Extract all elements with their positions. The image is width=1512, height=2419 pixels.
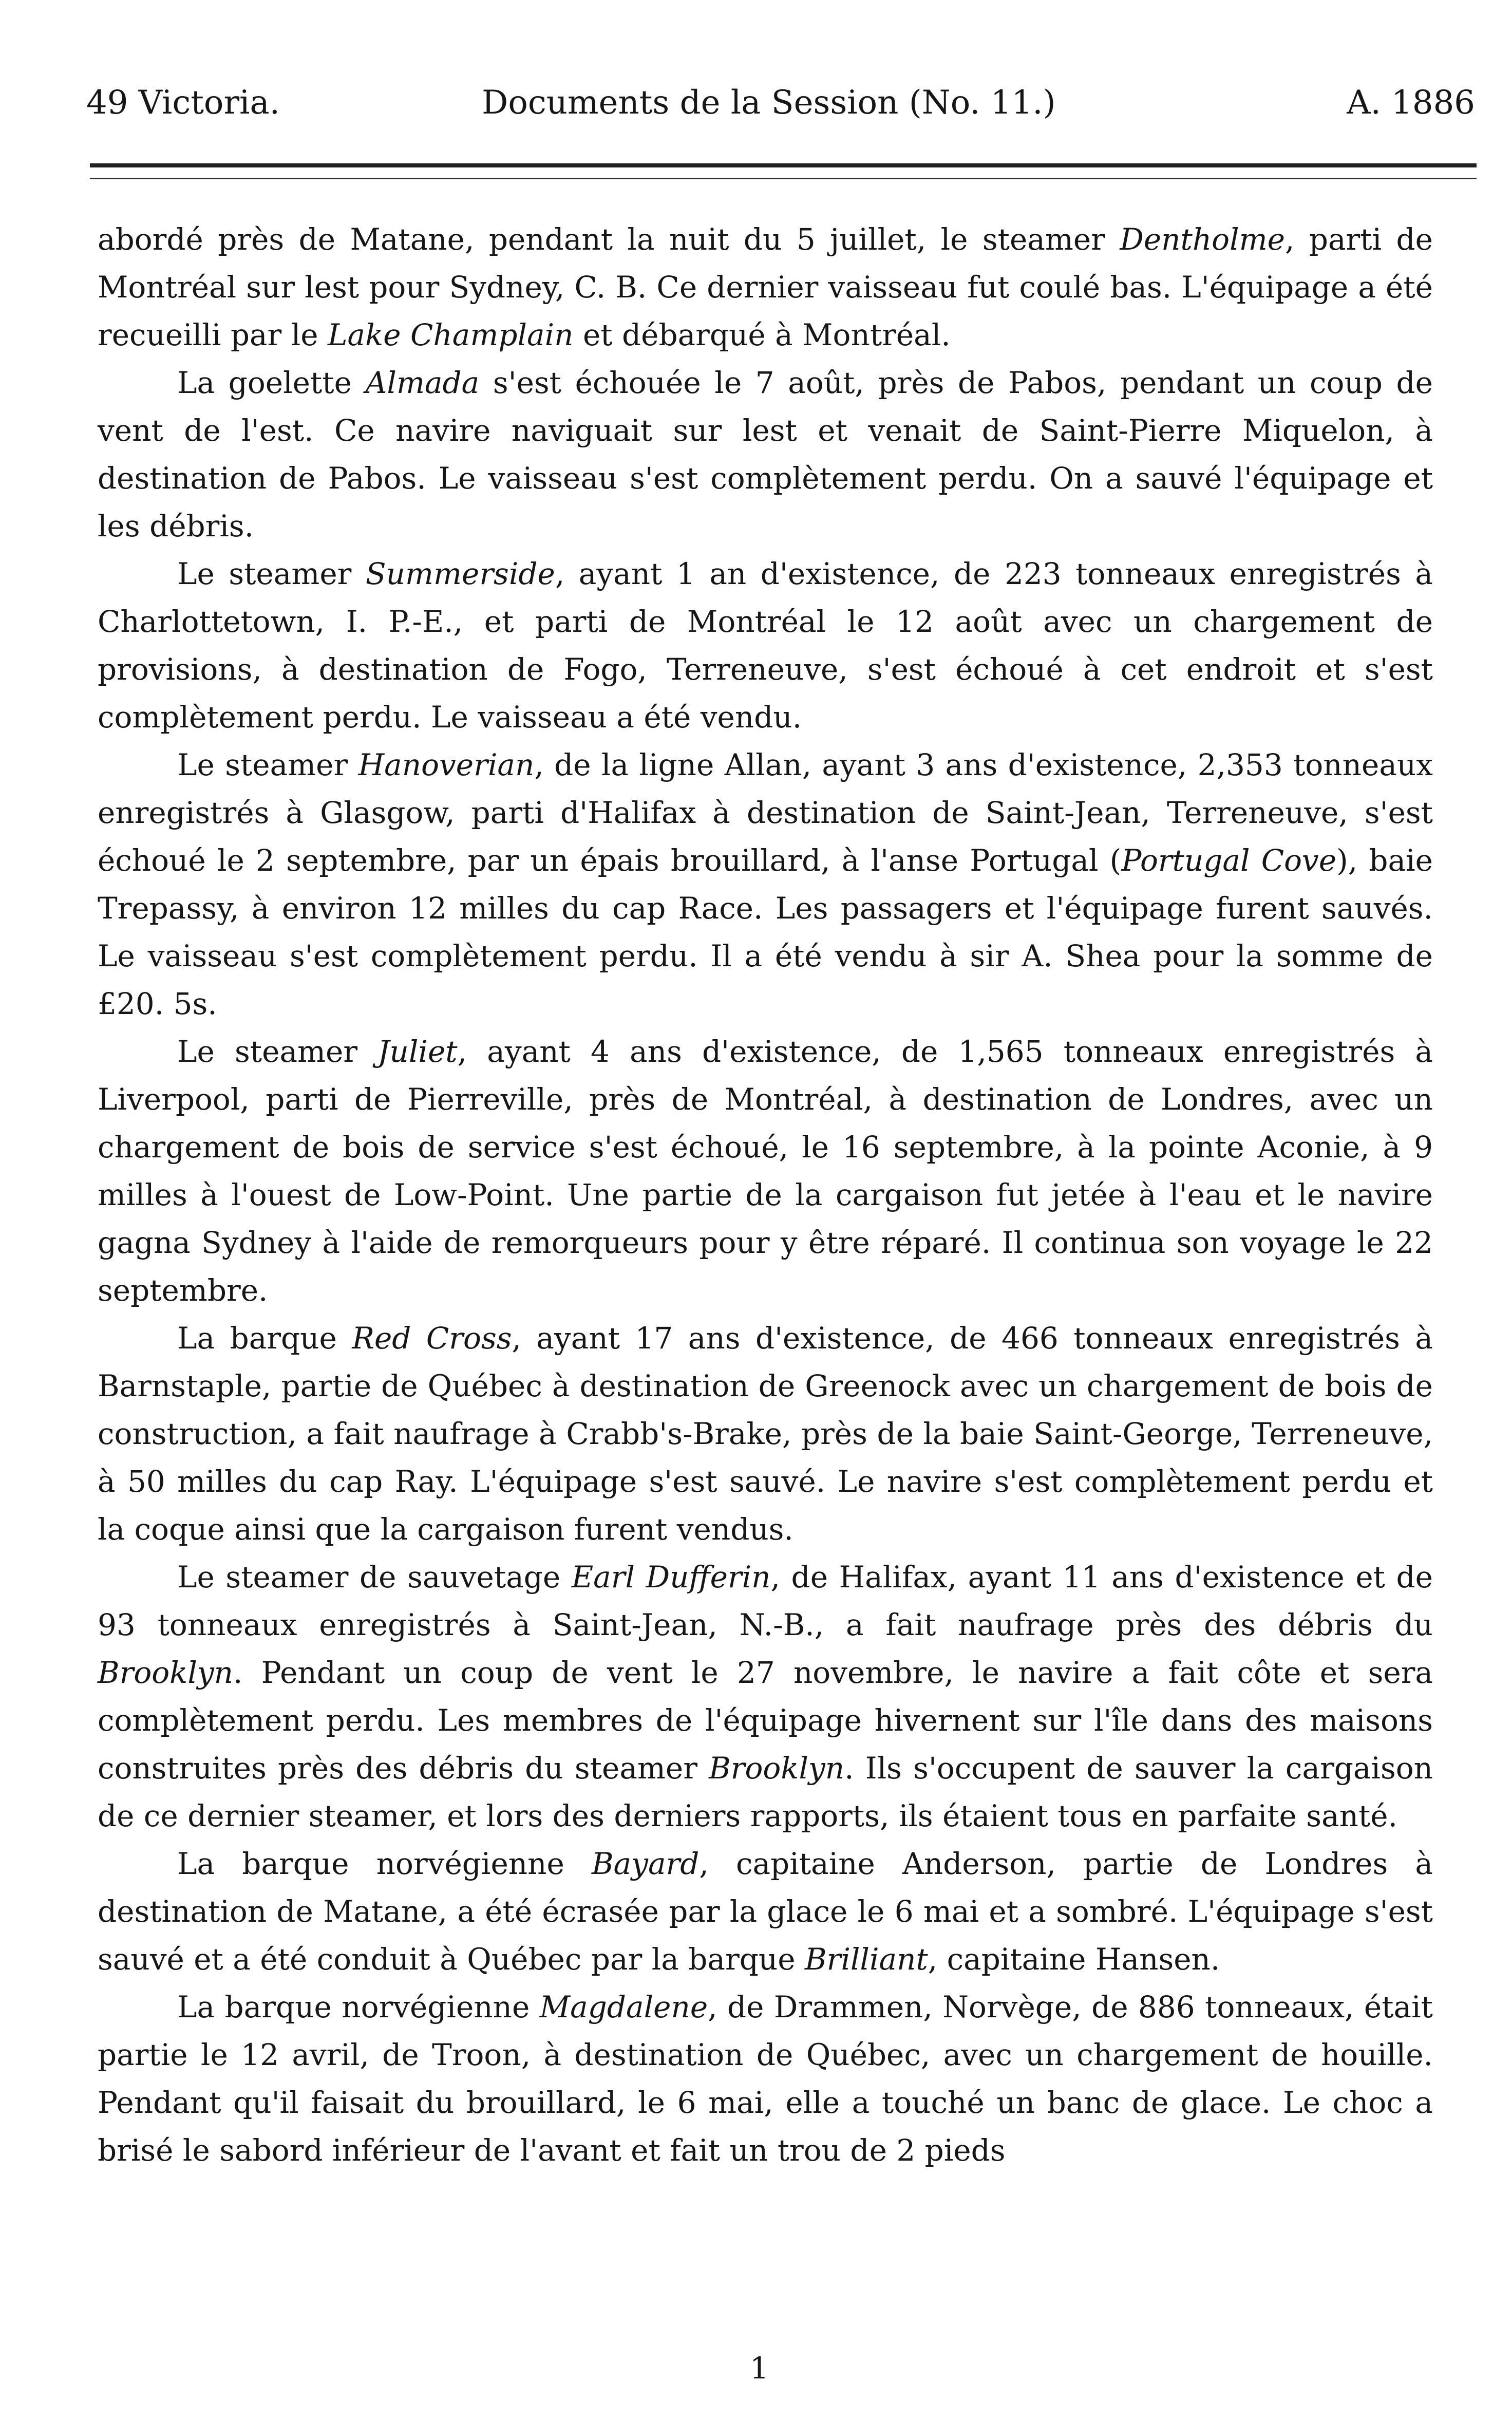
paragraph-magdalene — [98, 1983, 1433, 2174]
page-header — [86, 82, 1475, 123]
ship-name: Bayard — [591, 1846, 700, 1881]
ship-name: Lake Champlain — [328, 317, 574, 352]
text-run: . Pendant un coup de vent le 27 novembre, le navire a fait côte et sera complètement perdu. Les membres de l'équipage hivernent sur l'île dans des maisons construites près des débris du steamer — [98, 1655, 1433, 1786]
text-run: s'est échouée le 7 août, près de Pabos, pendant un coup de vent de l'est. Ce navire naviguait sur lest et venait de Saint-Pierre Miquelon, à destination de Pabos. Le vaisseau s'est complètement perdu. On a sauvé l'équipage et les débris. — [98, 365, 1433, 543]
text-run: , ayant 1 an d'existence, de 223 tonneaux enregistrés à Charlottetown, I. P.-E., et parti de Montréal le 12 août avec un chargement de provisions, à destination de Fogo, Terreneuve, s'est échoué à cet endroit et s'est complètement perdu. Le vaisseau a été vendu. — [98, 556, 1433, 735]
text-run: Le steamer — [177, 1034, 378, 1069]
page-number: 1 — [750, 2351, 769, 2386]
text-run: ), baie Trepassy, à environ 12 milles du cap Race. Les passagers et l'équipage furent sauvés. Le vaisseau s'est complètement perdu. Il a été vendu à sir A. Shea pour la somme de £20. 5s. — [98, 843, 1433, 1021]
text-run: , de la ligne Allan, ayant 3 ans d'existence, 2,353 tonneaux enregistrés à Glasgow, parti d'Halifax à destination de Saint-Jean, Terreneuve, s'est échoué le 2 septembre, par un épais brouillard, à l'anse Portugal ( — [98, 747, 1433, 878]
text-run: Le steamer de sauvetage — [177, 1560, 572, 1595]
text-run: , capitaine Anderson, partie de Londres à destination de Matane, a été écrasée par la glace le 6 mai et a sombré. L'équipage s'est sauvé et a été conduit à Québec par la barque — [98, 1846, 1433, 1977]
header-rule-thin — [90, 178, 1477, 179]
text-run: , capitaine Hansen. — [928, 1942, 1220, 1977]
text-run: Le steamer — [177, 747, 358, 782]
header-title: Documents de la Session (No. 11.) — [482, 84, 1056, 122]
ship-name: Hanoverian — [358, 747, 535, 782]
paragraph-almada — [98, 359, 1433, 550]
ship-name: Almada — [365, 365, 480, 400]
text-run: , ayant 17 ans d'existence, de 466 tonneaux enregistrés à Barnstaple, partie de Québec à destination de Greenock avec un chargement de bois de construction, a fait naufrage à Crabb's-Brake, près de la baie Saint-George, Terreneuve, à 50 milles du cap Ray. L'équipage s'est sauvé. Le navire s'est complètement perdu et la coque ainsi que la cargaison furent vendus. — [98, 1321, 1433, 1547]
ship-name: Juliet — [377, 1034, 458, 1069]
ship-name: Magdalene — [539, 1990, 708, 2024]
text-run: Le steamer — [177, 556, 366, 591]
text-run: La goelette — [177, 365, 366, 400]
body-text — [98, 216, 1433, 2174]
text-run: La barque norvégienne — [177, 1846, 592, 1881]
text-run: et débarqué à Montréal. — [573, 317, 951, 352]
ship-name: Dentholme — [1120, 222, 1285, 257]
text-run: , parti de Montréal sur lest pour Sydney, C. B. Ce dernier vaisseau fut coulé bas. L'équipage a été recueilli par le — [98, 222, 1433, 352]
ship-name: Red Cross — [352, 1321, 512, 1356]
ship-name: Summerside — [365, 556, 555, 591]
paragraph-earl-dufferin — [98, 1553, 1433, 1840]
paragraph-juliet — [98, 1028, 1433, 1315]
header-rule-thick — [90, 163, 1477, 167]
text-run: La barque — [177, 1321, 352, 1356]
text-run: , ayant 4 ans d'existence, de 1,565 tonneaux enregistrés à Liverpool, parti de Pierreville, près de Montréal, à destination de Londres, avec un chargement de bois de service s'est échoué, le 16 septembre, à la pointe Aconie, à 9 milles à l'ouest de Low-Point. Une partie de la cargaison fut jetée à l'eau et le navire gagna Sydney à l'aide de remorqueurs pour y être réparé. Il continua son voyage le 22 septembre. — [98, 1034, 1433, 1308]
paragraph-bayard — [98, 1840, 1433, 1983]
text-run: . Ils s'occupent de sauver la cargaison de ce dernier steamer, et lors des derniers rapports, ils étaient tous en parfaite santé. — [98, 1751, 1433, 1833]
text-run: La barque norvégienne — [177, 1990, 540, 2024]
header-year: A. 1886 — [1347, 84, 1475, 122]
paragraph-summerside — [98, 550, 1433, 741]
paragraph-red-cross — [98, 1315, 1433, 1553]
paragraph-dentholme — [98, 216, 1433, 359]
text-run: abordé près de Matane, pendant la nuit du 5 juillet, le steamer — [98, 222, 1120, 257]
ship-name: Brooklyn — [709, 1751, 845, 1786]
text-run: , de Halifax, ayant 11 ans d'existence et de 93 tonneaux enregistrés à Saint-Jean, N.-B., a fait naufrage près des débris du — [98, 1560, 1433, 1642]
ship-name: Brilliant — [804, 1942, 928, 1977]
text-run: , de Drammen, Norvège, de 886 tonneaux, était partie le 12 avril, de Troon, à destination de Québec, avec un chargement de houille. Pendant qu'il faisait du brouillard, le 6 mai, elle a touché un banc de glace. Le choc a brisé le sabord inférieur de l'avant et fait un trou de 2 pieds — [98, 1990, 1433, 2168]
paragraph-hanoverian — [98, 741, 1433, 1028]
header-session: 49 Victoria. — [86, 84, 280, 122]
ship-name: Brooklyn — [98, 1655, 234, 1690]
place-name: Portugal Cove — [1121, 843, 1337, 878]
ship-name: Earl Dufferin — [571, 1560, 771, 1595]
